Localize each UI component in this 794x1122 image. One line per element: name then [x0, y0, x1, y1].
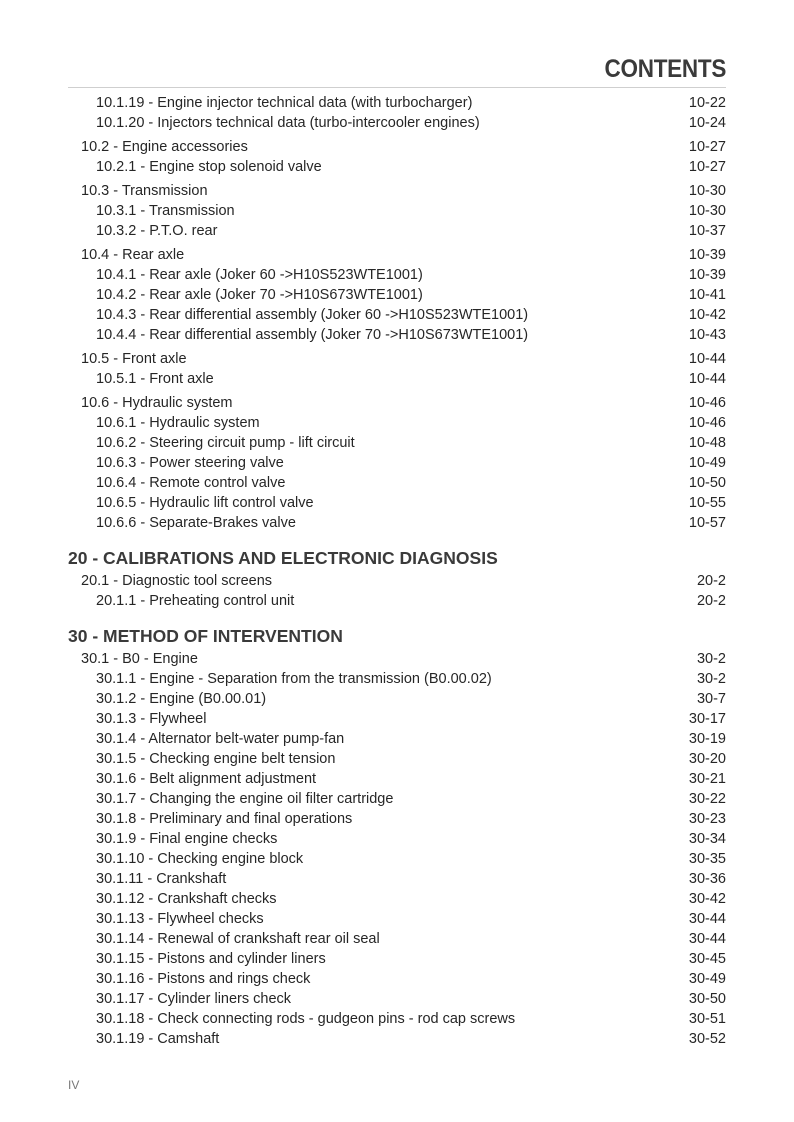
toc-entry-title: 30.1.17 - Cylinder liners check — [96, 991, 292, 1007]
toc-entry-title: 20.1.1 - Preheating control unit — [96, 593, 295, 609]
toc-entry-page: 30-44 — [688, 911, 726, 927]
toc-entry-title: 10.2 - Engine accessories — [81, 139, 248, 155]
toc-entry-page: 30-52 — [688, 1031, 726, 1047]
toc-entry-title: 30.1.13 - Flywheel checks — [96, 911, 264, 927]
toc-subsection-entry[interactable] — [68, 285, 726, 305]
toc-subsection-entry[interactable] — [68, 493, 726, 513]
toc-subsection-entry[interactable] — [68, 591, 726, 611]
toc-entry-page: 10-39 — [688, 247, 726, 263]
toc-entry-page: 10-44 — [688, 351, 726, 367]
toc-subsection-entry[interactable] — [68, 1029, 726, 1049]
toc-subsection-entry[interactable] — [68, 789, 726, 809]
toc-subsection-entry[interactable] — [68, 157, 726, 177]
toc-entry-page: 10-57 — [688, 515, 726, 531]
toc-subsection-entry[interactable] — [68, 849, 726, 869]
toc-entry-page: 10-49 — [688, 455, 726, 471]
toc-entry-title: 10.6.1 - Hydraulic system — [96, 415, 260, 431]
toc-entry-title: 10.1.20 - Injectors technical data (turbo-intercooler engines) — [96, 115, 480, 131]
toc-entry-page: 30-44 — [688, 931, 726, 947]
toc-entry-page: 20-2 — [696, 573, 726, 589]
toc-entry-title: 10.4.4 - Rear differential assembly (Joker 70 ->H10S673WTE1001) — [96, 327, 529, 343]
toc-entry-title: 30.1.6 - Belt alignment adjustment — [96, 771, 317, 787]
toc-entry-page: 30-19 — [688, 731, 726, 747]
toc-entry-title: 30.1.8 - Preliminary and final operations — [96, 811, 353, 827]
toc-entry-title: 10.4.3 - Rear differential assembly (Joker 60 ->H10S523WTE1001) — [96, 307, 529, 323]
toc-entry-page: 20-2 — [696, 593, 726, 609]
toc-subsection-entry[interactable] — [68, 221, 726, 241]
toc-entry-title: 30.1.14 - Renewal of crankshaft rear oil seal — [96, 931, 380, 947]
toc-subsection-entry[interactable] — [68, 201, 726, 221]
toc-entry-page: 10-44 — [688, 371, 726, 387]
toc-entry-page: 10-27 — [688, 159, 726, 175]
toc-entry-page: 10-46 — [688, 395, 726, 411]
toc-entry-title: 20.1 - Diagnostic tool screens — [81, 573, 273, 589]
toc-section-entry[interactable] — [68, 181, 726, 201]
toc-subsection-entry[interactable] — [68, 889, 726, 909]
header-divider — [68, 87, 726, 88]
toc-entry-title: 30.1.4 - Alternator belt-water pump-fan — [96, 731, 345, 747]
toc-subsection-entry[interactable] — [68, 909, 726, 929]
toc-subsection-entry[interactable] — [68, 325, 726, 345]
toc-entry-page: 30-45 — [688, 951, 726, 967]
toc-subsection-entry[interactable] — [68, 93, 726, 113]
toc-entry-title: 30.1.3 - Flywheel — [96, 711, 207, 727]
toc-entry-page: 10-55 — [688, 495, 726, 511]
toc-entry-page: 30-22 — [688, 791, 726, 807]
page-title: CONTENTS — [604, 55, 726, 83]
toc-subsection-entry[interactable] — [68, 1009, 726, 1029]
toc-subsection-entry[interactable] — [68, 453, 726, 473]
toc-subsection-entry[interactable] — [68, 473, 726, 493]
toc-subsection-entry[interactable] — [68, 749, 726, 769]
toc-entry-title: 30.1 - B0 - Engine — [81, 651, 198, 667]
toc-entry-title: 10.2.1 - Engine stop solenoid valve — [96, 159, 322, 175]
toc-subsection-entry[interactable] — [68, 969, 726, 989]
toc-subsection-entry[interactable] — [68, 305, 726, 325]
toc-subsection-entry[interactable] — [68, 809, 726, 829]
toc-entry-page: 30-51 — [688, 1011, 726, 1027]
toc-entry-title: 10.3.2 - P.T.O. rear — [96, 223, 218, 239]
toc-entry-title: 30.1.10 - Checking engine block — [96, 851, 304, 867]
toc-entry-title: 10.1.19 - Engine injector technical data (with turbocharger) — [96, 95, 473, 111]
toc-entry-title: 30.1.7 - Changing the engine oil filter cartridge — [96, 791, 394, 807]
toc-entry-title: 10.5.1 - Front axle — [96, 371, 214, 387]
toc-entry-page: 30-20 — [688, 751, 726, 767]
toc-subsection-entry[interactable] — [68, 265, 726, 285]
toc-subsection-entry[interactable] — [68, 689, 726, 709]
toc-section-entry[interactable] — [68, 349, 726, 369]
toc-entry-page: 30-21 — [688, 771, 726, 787]
toc-section-entry[interactable] — [68, 393, 726, 413]
toc-section-entry[interactable] — [68, 137, 726, 157]
toc-subsection-entry[interactable] — [68, 709, 726, 729]
toc-subsection-entry[interactable] — [68, 433, 726, 453]
toc-entry-page: 10-46 — [688, 415, 726, 431]
toc-entry-title: 30.1.16 - Pistons and rings check — [96, 971, 311, 987]
toc-entry-page: 30-34 — [688, 831, 726, 847]
toc-entry-title: 10.6.4 - Remote control valve — [96, 475, 286, 491]
toc-entry-page: 30-35 — [688, 851, 726, 867]
chapter-heading: 20 - CALIBRATIONS AND ELECTRONIC DIAGNOSIS — [68, 548, 498, 568]
toc-entry-title: 30.1.19 - Camshaft — [96, 1031, 220, 1047]
toc-subsection-entry[interactable] — [68, 413, 726, 433]
toc-subsection-entry[interactable] — [68, 729, 726, 749]
toc-entry-title: 30.1.11 - Crankshaft — [96, 871, 227, 887]
toc-entry-title: 10.6.6 - Separate-Brakes valve — [96, 515, 296, 531]
toc-entry-page: 30-36 — [688, 871, 726, 887]
toc-entry-title: 10.4 - Rear axle — [81, 247, 185, 263]
toc-entry-title: 10.5 - Front axle — [81, 351, 187, 367]
toc-entry-title: 10.6.5 - Hydraulic lift control valve — [96, 495, 314, 511]
toc-entry-title: 10.3 - Transmission — [81, 183, 208, 199]
toc-subsection-entry[interactable] — [68, 949, 726, 969]
toc-entry-title: 30.1.18 - Check connecting rods - gudgeon pins - rod cap screws — [96, 1011, 516, 1027]
toc-entry-page: 10-41 — [688, 287, 726, 303]
toc-entry-title: 30.1.5 - Checking engine belt tension — [96, 751, 336, 767]
page-number: IV — [68, 1078, 80, 1092]
toc-entry-title: 30.1.15 - Pistons and cylinder liners — [96, 951, 326, 967]
toc-entry-page: 10-30 — [688, 183, 726, 199]
toc-subsection-entry[interactable] — [68, 769, 726, 789]
toc-entry-page: 10-42 — [688, 307, 726, 323]
toc-subsection-entry[interactable] — [68, 369, 726, 389]
toc-section-entry[interactable] — [68, 649, 726, 669]
toc-subsection-entry[interactable] — [68, 869, 726, 889]
toc-subsection-entry[interactable] — [68, 669, 726, 689]
toc-entry-title: 10.6 - Hydraulic system — [81, 395, 233, 411]
toc-entry-title: 30.1.1 - Engine - Separation from the transmission (B0.00.02) — [96, 671, 492, 687]
toc-entry-page: 10-24 — [688, 115, 726, 131]
toc-subsection-entry[interactable] — [68, 929, 726, 949]
toc-entry-title: 30.1.9 - Final engine checks — [96, 831, 278, 847]
toc-section-entry[interactable] — [68, 571, 726, 591]
toc-section-entry[interactable] — [68, 245, 726, 265]
toc-entry-page: 10-37 — [688, 223, 726, 239]
toc-entry-page: 10-39 — [688, 267, 726, 283]
toc-subsection-entry[interactable] — [68, 829, 726, 849]
toc-entry-page: 30-2 — [696, 671, 726, 687]
toc-entry-page: 30-2 — [696, 651, 726, 667]
toc-subsection-entry[interactable] — [68, 113, 726, 133]
toc-entry-page: 10-43 — [688, 327, 726, 343]
toc-entry-page: 30-42 — [688, 891, 726, 907]
table-of-contents — [68, 93, 726, 1049]
toc-entry-title: 10.6.2 - Steering circuit pump - lift circuit — [96, 435, 355, 451]
toc-subsection-entry[interactable] — [68, 989, 726, 1009]
toc-entry-page: 10-50 — [688, 475, 726, 491]
toc-entry-page: 30-49 — [688, 971, 726, 987]
toc-entry-page: 10-30 — [688, 203, 726, 219]
toc-subsection-entry[interactable] — [68, 513, 726, 533]
toc-entry-title: 30.1.2 - Engine (B0.00.01) — [96, 691, 267, 707]
toc-entry-page: 10-27 — [688, 139, 726, 155]
toc-entry-page: 30-50 — [688, 991, 726, 1007]
toc-entry-title: 10.6.3 - Power steering valve — [96, 455, 284, 471]
toc-entry-page: 30-23 — [688, 811, 726, 827]
chapter-heading: 30 - METHOD OF INTERVENTION — [68, 626, 343, 646]
toc-entry-title: 30.1.12 - Crankshaft checks — [96, 891, 277, 907]
toc-entry-page: 30-17 — [688, 711, 726, 727]
toc-entry-page: 10-48 — [688, 435, 726, 451]
toc-entry-page: 10-22 — [688, 95, 726, 111]
toc-entry-page: 30-7 — [696, 691, 726, 707]
toc-entry-title: 10.4.1 - Rear axle (Joker 60 ->H10S523WTE1001) — [96, 267, 423, 283]
toc-entry-title: 10.4.2 - Rear axle (Joker 70 ->H10S673WTE1001) — [96, 287, 423, 303]
toc-entry-title: 10.3.1 - Transmission — [96, 203, 235, 219]
